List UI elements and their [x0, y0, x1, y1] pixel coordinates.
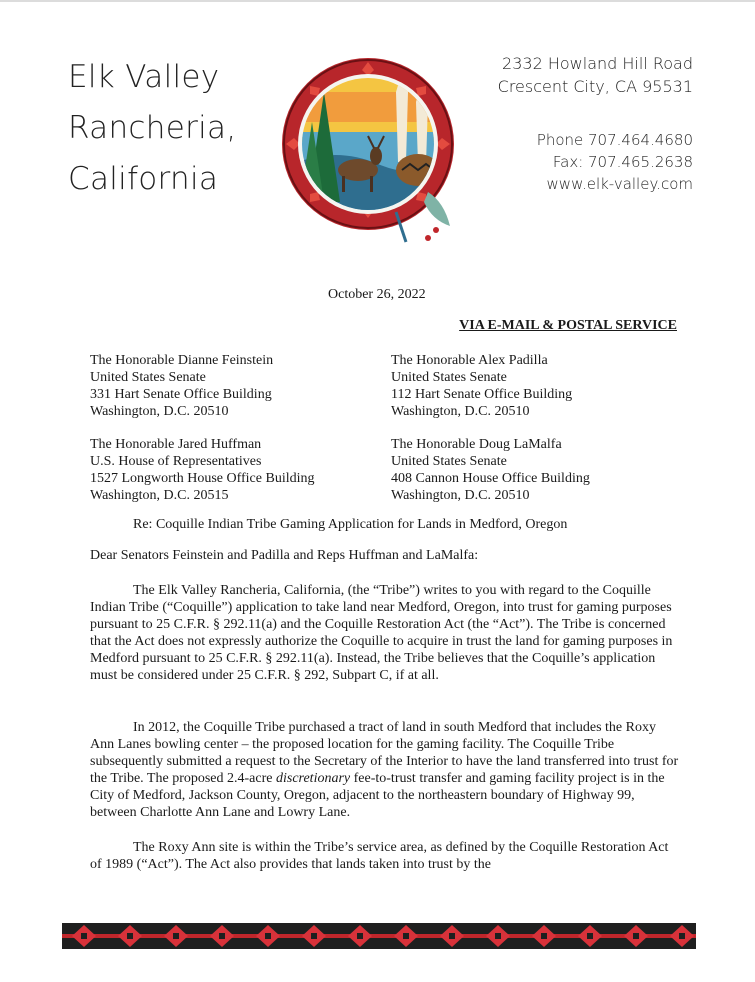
- footer-motif-center: [633, 933, 639, 939]
- delivery-method: VIA E-MAIL & POSTAL SERVICE: [459, 318, 677, 333]
- salutation: Dear Senators Feinstein and Padilla and Reps Huffman and LaMalfa:: [90, 548, 479, 563]
- body-paragraph-3: The Roxy Ann site is within the Tribe’s service area, as defined by the Coquille Restoration Act of 1989 (“Act”). The Act also provides that lands taken into trust by the: [90, 840, 669, 872]
- recipient-city: Washington, D.C. 20515: [90, 488, 229, 503]
- paragraph-2-emphasis: discretionary: [275, 771, 351, 786]
- footer-motif-center: [81, 933, 87, 939]
- org-name-line-2: Rancheria,: [68, 110, 237, 146]
- footer-motif-center: [403, 933, 409, 939]
- address-street: 2332 Howland Hill Road: [502, 54, 693, 73]
- footer-motif-center: [587, 933, 593, 939]
- letter-date: October 26, 2022: [328, 287, 426, 302]
- org-name-line-1: Elk Valley: [68, 59, 220, 95]
- footer-motif-center: [357, 933, 363, 939]
- paragraph-2-text-start: In 2012, the Coquille Tribe purchased a tract of land in south Medford that includes the Roxy Ann Lanes bowling center – the proposed location for the gaming facility. The Coquille Tribe subsequently submitted a request to the Secretary of the Interior to have the land transferred into trust for the Tribe. The proposed 2.4-acre: [90, 720, 679, 786]
- recipient-body: U.S. House of Representatives: [90, 454, 262, 469]
- recipient-body: United States Senate: [391, 454, 507, 469]
- organization-name: [68, 52, 288, 205]
- address-city: Crescent City, CA 95531: [497, 77, 693, 96]
- contact-block: [463, 52, 693, 195]
- recipient-city: Washington, D.C. 20510: [391, 404, 530, 419]
- recipient-office: 112 Hart Senate Office Building: [391, 387, 573, 402]
- footer-motif-center: [679, 933, 685, 939]
- recipient-name: The Honorable Doug LaMalfa: [391, 437, 562, 452]
- recipient-office: 331 Hart Senate Office Building: [90, 387, 272, 402]
- body-paragraph-1: The Elk Valley Rancheria, California, (the “Tribe”) writes to you with regard to the Coquille Indian Tribe (“Coquille”) application to take land near Medford, Oregon, into trust for gaming purposes pursuant to 25 C.F.R. § 292.11(a) and the Coquille Restoration Act (the “Act”). The Tribe is concerned that the Act does not expressly authorize the Coquille to acquire in trust the land for gaming purposes in Medford pursuant to 25 C.F.R. § 292.11(a). Instead, the Tribe believes that the Coquille’s application must be considered under 25 C.F.R. § 292, Subpart C, if at all.: [90, 583, 673, 683]
- recipient-name: The Honorable Alex Padilla: [391, 353, 548, 368]
- subject-line: Re: Coquille Indian Tribe Gaming Application for Lands in Medford, Oregon: [133, 517, 568, 532]
- recipient-lamalfa: [391, 436, 590, 504]
- footer-motif-center: [449, 933, 455, 939]
- recipient-name: The Honorable Dianne Feinstein: [90, 353, 274, 368]
- footer-motif-center: [541, 933, 547, 939]
- recipient-huffman: [90, 436, 315, 504]
- footer-motif-center: [219, 933, 225, 939]
- recipient-office: 408 Cannon House Office Building: [391, 471, 590, 486]
- mailing-address: [463, 52, 693, 98]
- paragraph-2-text-end: fee-to-trust transfer and gaming facility project is in the City of Medford, Jackson County, Oregon, adjacent to the northeastern boundary of Highway 99, between Charlotte Ann Lane and Lowry Lane.: [90, 771, 665, 820]
- recipient-name: The Honorable Jared Huffman: [90, 437, 262, 452]
- footer-motif-center: [495, 933, 501, 939]
- recipient-office: 1527 Longworth House Office Building: [90, 471, 315, 486]
- footer-motif-center: [173, 933, 179, 939]
- contact-numbers: [463, 129, 693, 195]
- recipient-city: Washington, D.C. 20510: [391, 488, 530, 503]
- recipient-body: United States Senate: [391, 370, 507, 385]
- org-name-line-3: California: [68, 161, 219, 197]
- fax-number: Fax: 707.465.2638: [552, 153, 693, 171]
- tribal-seal-logo: [278, 52, 462, 248]
- recipient-padilla: [391, 352, 572, 420]
- recipient-city: Washington, D.C. 20510: [90, 404, 229, 419]
- body-paragraph-2: [90, 719, 682, 821]
- recipient-feinstein: [90, 352, 273, 420]
- footer-motif-center: [265, 933, 271, 939]
- footer-motif-center: [127, 933, 133, 939]
- page-top-edge: [0, 0, 755, 2]
- decorative-footer-band: [62, 923, 696, 949]
- footer-motif-center: [311, 933, 317, 939]
- phone-number: Phone 707.464.4680: [536, 131, 693, 149]
- website-url: www.elk-valley.com: [546, 175, 693, 193]
- recipient-body: United States Senate: [90, 370, 206, 385]
